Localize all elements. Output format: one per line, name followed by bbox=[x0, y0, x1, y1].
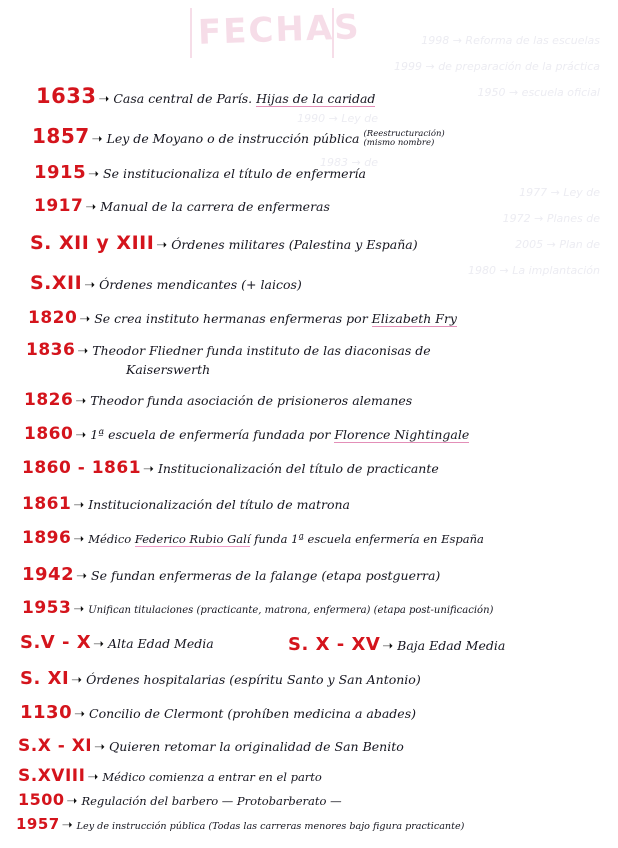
entry-date: 1826 bbox=[24, 390, 74, 410]
timeline-entry bbox=[288, 634, 505, 655]
arrow-icon: ➝ bbox=[61, 818, 73, 833]
entry-description: 1ª escuela de enfermería fundada por bbox=[90, 427, 335, 442]
ghost-line: 1980 → La implantación bbox=[468, 264, 600, 277]
entry-description: Órdenes mendicantes (+ laicos) bbox=[99, 277, 302, 292]
entry-date: 1957 bbox=[16, 815, 60, 833]
entry-highlight: Hijas de la caridad bbox=[256, 91, 376, 106]
entry-date: 1500 bbox=[18, 790, 65, 809]
arrow-icon: ➝ bbox=[79, 312, 91, 327]
entry-date: 1130 bbox=[20, 702, 73, 723]
entry-date: 1860 - 1861 bbox=[22, 458, 142, 478]
arrow-icon: ➝ bbox=[73, 532, 85, 547]
entry-continuation: Kaiserswerth bbox=[126, 362, 211, 377]
timeline-entry bbox=[30, 272, 302, 294]
arrow-icon: ➝ bbox=[73, 498, 85, 513]
arrow-icon: ➝ bbox=[98, 92, 110, 107]
entry-date: 1953 bbox=[22, 598, 72, 618]
arrow-icon: ➝ bbox=[88, 167, 100, 182]
entry-description: Regulación del barbero — Protobarberato — bbox=[81, 794, 342, 808]
entry-date: 1917 bbox=[34, 196, 84, 216]
entry-description: Theodor funda asociación de prisioneros alemanes bbox=[90, 393, 413, 408]
entry-description: Médico comienza a entrar en el parto bbox=[102, 770, 322, 784]
entry-description: Se crea instituto hermanas enfermeras por bbox=[94, 311, 372, 326]
timeline-entry bbox=[28, 308, 457, 328]
entry-date: S.XII bbox=[30, 272, 83, 294]
timeline-entry bbox=[16, 814, 464, 833]
timeline-entry bbox=[34, 196, 330, 216]
ghost-line: 1972 → Planes de bbox=[502, 212, 600, 225]
timeline-entry bbox=[30, 232, 418, 254]
arrow-icon: ➝ bbox=[94, 740, 106, 755]
arrow-icon: ➝ bbox=[74, 707, 86, 722]
arrow-icon: ➝ bbox=[66, 794, 78, 809]
timeline-entry bbox=[32, 124, 445, 148]
page-title: FECHAS bbox=[197, 7, 362, 53]
arrow-icon: ➝ bbox=[76, 569, 88, 584]
timeline-entry bbox=[18, 766, 322, 786]
timeline-entry bbox=[34, 162, 366, 183]
arrow-icon: ➝ bbox=[382, 639, 394, 654]
entry-description: Manual de la carrera de enfermeras bbox=[100, 199, 330, 214]
entry-date: S.XVIII bbox=[18, 766, 86, 786]
arrow-icon: ➝ bbox=[75, 428, 87, 443]
ghost-line: 1999 → de preparación de la práctica bbox=[393, 60, 600, 73]
entry-description: Órdenes militares (Palestina y España) bbox=[171, 237, 418, 252]
timeline-entry bbox=[20, 668, 421, 689]
entry-date: 1861 bbox=[22, 494, 72, 514]
timeline-entry bbox=[26, 340, 431, 360]
arrow-icon: ➝ bbox=[73, 602, 85, 617]
arrow-icon: ➝ bbox=[84, 278, 96, 293]
entry-description: Theodor Fliedner funda instituto de las diaconisas de bbox=[92, 343, 431, 358]
timeline-entry bbox=[24, 424, 469, 444]
timeline-entry bbox=[24, 390, 412, 410]
entry-description: Institucionalización del título de practicante bbox=[157, 461, 439, 476]
timeline-entry bbox=[36, 84, 375, 108]
arrow-icon: ➝ bbox=[77, 344, 89, 359]
entry-date: 1820 bbox=[28, 308, 78, 328]
ghost-line: 2005 → Plan de bbox=[515, 238, 600, 251]
entry-highlight: Federico Rubio Galí bbox=[134, 532, 251, 546]
entry-date: 1633 bbox=[36, 84, 97, 108]
timeline-entry bbox=[22, 528, 484, 548]
entry-description-rest: funda 1ª escuela enfermería en España bbox=[250, 532, 484, 546]
entry-date: 1915 bbox=[34, 162, 87, 183]
ghost-line: 1990 → Ley de bbox=[297, 112, 378, 125]
timeline-entry bbox=[22, 564, 440, 585]
entry-description: Alta Edad Media bbox=[108, 636, 214, 651]
ghost-line: 1983 → de bbox=[320, 156, 378, 169]
entry-description: Unifican titulaciones (practicante, matrona, enfermera) (etapa post-unificación) bbox=[88, 605, 494, 616]
timeline-entry bbox=[18, 790, 342, 809]
entry-date: 1942 bbox=[22, 564, 75, 585]
arrow-icon: ➝ bbox=[71, 673, 83, 688]
arrow-icon: ➝ bbox=[143, 462, 154, 477]
entry-highlight: Elizabeth Fry bbox=[371, 311, 457, 326]
entry-date: 1896 bbox=[22, 528, 72, 548]
entry-description: Se institucionaliza el título de enfermería bbox=[103, 166, 366, 181]
timeline-entry bbox=[22, 458, 439, 478]
entry-description: Médico bbox=[88, 532, 135, 546]
entry-date: S. XII y XIII bbox=[30, 232, 155, 254]
entry-description: Concilio de Clermont (prohíben medicina a abades) bbox=[89, 706, 416, 721]
entry-date: S.V - X bbox=[20, 632, 92, 653]
entry-description: Casa central de París. bbox=[113, 91, 257, 106]
entry-description: Órdenes hospitalarias (espíritu Santo y San Antonio) bbox=[86, 672, 421, 687]
timeline-entry bbox=[18, 736, 404, 756]
entry-date: 1836 bbox=[26, 340, 76, 360]
entry-description: Institucionalización del título de matrona bbox=[88, 497, 351, 512]
timeline-entry bbox=[22, 494, 350, 514]
entry-description: Ley de Moyano o de instrucción pública bbox=[106, 131, 364, 146]
arrow-icon: ➝ bbox=[75, 394, 87, 409]
entry-highlight: Florence Nightingale bbox=[334, 427, 470, 442]
entry-note: (Reestructuración) (mismo nombre) bbox=[363, 128, 445, 148]
entry-description: Ley de instrucción pública (Todas las carreras menores bajo figura practicante) bbox=[76, 821, 465, 832]
timeline-entry bbox=[22, 598, 493, 618]
ghost-line: 1998 → Reforma de las escuelas bbox=[421, 34, 600, 47]
timeline-entry bbox=[20, 632, 214, 653]
entry-date: S.X - XI bbox=[18, 736, 93, 756]
arrow-icon: ➝ bbox=[91, 132, 103, 147]
entry-date: S. X - XV bbox=[288, 634, 381, 655]
entry-date: 1860 bbox=[24, 424, 74, 444]
ghost-line: 1977 → Ley de bbox=[519, 186, 600, 199]
arrow-icon: ➝ bbox=[85, 200, 97, 215]
entry-date: S. XI bbox=[20, 668, 70, 689]
entry-description: Quieren retomar la originalidad de San Benito bbox=[109, 739, 404, 754]
timeline-entry bbox=[20, 702, 416, 723]
arrow-icon: ➝ bbox=[93, 637, 105, 652]
entry-description: Baja Edad Media bbox=[397, 638, 506, 653]
entry-date: 1857 bbox=[32, 124, 90, 148]
entry-description: Se fundan enfermeras de la falange (etapa postguerra) bbox=[91, 568, 441, 583]
arrow-icon: ➝ bbox=[156, 238, 168, 253]
ghost-line: 1950 → escuela oficial bbox=[477, 86, 600, 99]
arrow-icon: ➝ bbox=[87, 770, 99, 785]
